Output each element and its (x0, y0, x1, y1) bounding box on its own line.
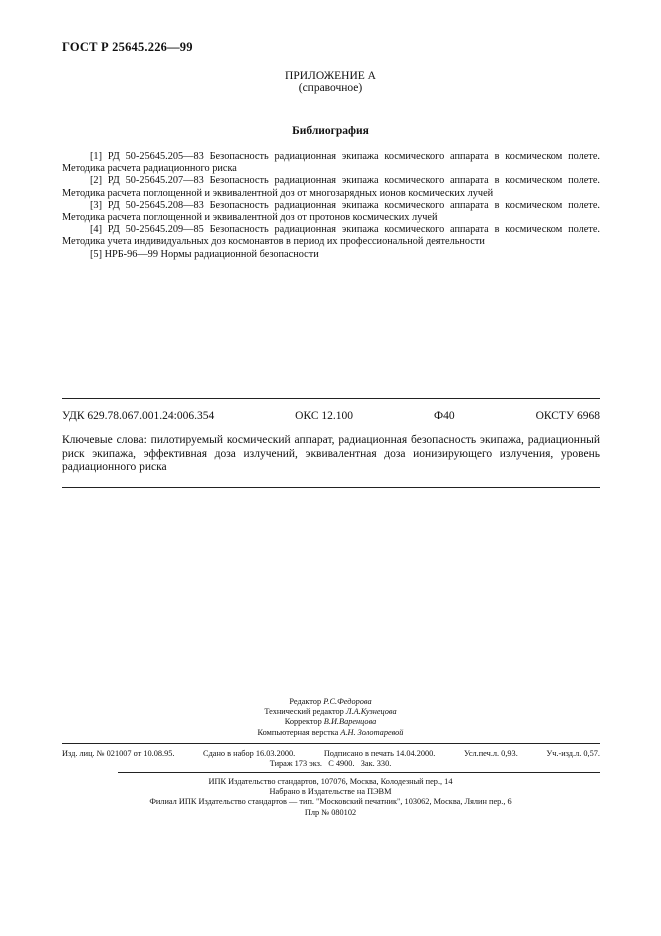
credit-editor (0, 697, 661, 707)
printer-block (0, 777, 661, 818)
credits-block (0, 697, 661, 738)
bibliography-title: Библиография (292, 125, 369, 137)
publication-sent: Сдано в набор 16.03.2000. (203, 749, 296, 758)
credit-layout (0, 728, 661, 738)
printer-line-3: Филиал ИПК Издательство стандартов — тип. "Московский печатник", 103062, Москва, Лялин пер., 6 (149, 797, 512, 807)
divider-credits (62, 743, 600, 744)
bibliography-entry-5: [5] НРБ-96—99 Нормы радиационной безопасности (90, 248, 319, 260)
standard-header: ГОСТ Р 25645.226—99 (62, 40, 193, 54)
publication-publ-sheets: Уч.-изд.л. 0,57. (546, 749, 600, 758)
publication-signed: Подписано в печать 14.04.2000. (323, 749, 436, 758)
udk-code: УДК 629.78.067.001.24:006.354 (62, 410, 215, 422)
credit-tech-editor-name: Л.А.Кузнецова (345, 707, 397, 717)
bibliography-entry-3: [3] РД 50-25645.208—83 Безопасность радиационная экипажа космического аппарата в космическом полете. Методика расчета поглощенной и эквивалентной доз от протонов космических лучей (62, 199, 600, 224)
printer-line-4: Плр № 080102 (304, 807, 357, 817)
publication-order-c: С 4900. (328, 759, 355, 768)
bibliography-list (62, 151, 600, 261)
publication-circulation: Тираж 173 экз. (269, 759, 322, 768)
publication-details-line1 (62, 749, 600, 758)
appendix-subtitle: (справочное) (298, 82, 363, 94)
credit-editor-name: Р.С.Федорова (323, 697, 372, 706)
classification-row (62, 410, 600, 422)
divider-keywords (62, 487, 600, 488)
bibliography-entry-4: [4] РД 50-25645.209—85 Безопасность радиационная экипажа космического аппарата в космическом полете. Методика учета индивидуальных доз космонавтов в период их профессиональной деятельности (62, 224, 600, 248)
bibliography-entry-2: [2] РД 50-25645.207—83 Безопасность радиационная экипажа космического аппарата в космическом полете. Методика расчета поглощенной и эквивалентной доз от многозарядных ионов космических лучей (62, 175, 600, 199)
oks-code: ОКС 12.100 (295, 410, 354, 422)
credit-editor-label: Редактор (289, 697, 322, 706)
credit-tech-editor-label: Технический редактор (264, 707, 344, 717)
credit-corrector-name: В.И.Варенцова (323, 717, 377, 727)
bibliography-entry-1: [1] РД 50-25645.205—83 Безопасность радиационная экипажа космического аппарата в космическом полете. Методика расчета радиационного риска (62, 151, 600, 175)
group-code: Ф40 (434, 410, 455, 422)
appendix-title: ПРИЛОЖЕНИЕ А (285, 70, 376, 82)
publication-details-line2 (0, 759, 661, 768)
credit-corrector (0, 717, 661, 727)
publication-print-sheets: Усл.печ.л. 0,93. (463, 749, 518, 758)
credit-tech-editor (0, 707, 661, 717)
divider-printer (118, 772, 600, 773)
credit-layout-name: А.Н. Золотаревой (340, 727, 404, 737)
credit-corrector-label: Корректор (284, 717, 322, 727)
appendix-heading (0, 70, 661, 94)
keywords-text: Ключевые слова: пилотируемый космический аппарат, радиационная безопасность экипажа, радиационный риск экипажа, эффективная доза излучений, эквивалентная доза ионизирующего излучения, уровень радиационного риска (62, 434, 600, 473)
divider-top (62, 398, 600, 399)
printer-line-2: Набрано в Издательстве на ПЭВМ (269, 787, 392, 797)
okstu-code: ОКСТУ 6968 (535, 410, 600, 422)
publication-order: Зак. 330. (360, 759, 392, 768)
printer-line-1: ИПК Издательство стандартов, 107076, Москва, Колодезный пер., 14 (208, 777, 453, 786)
publication-license: Изд. лиц. № 021007 от 10.08.95. (62, 749, 175, 758)
credit-layout-label: Компьютерная верстка (257, 727, 339, 737)
